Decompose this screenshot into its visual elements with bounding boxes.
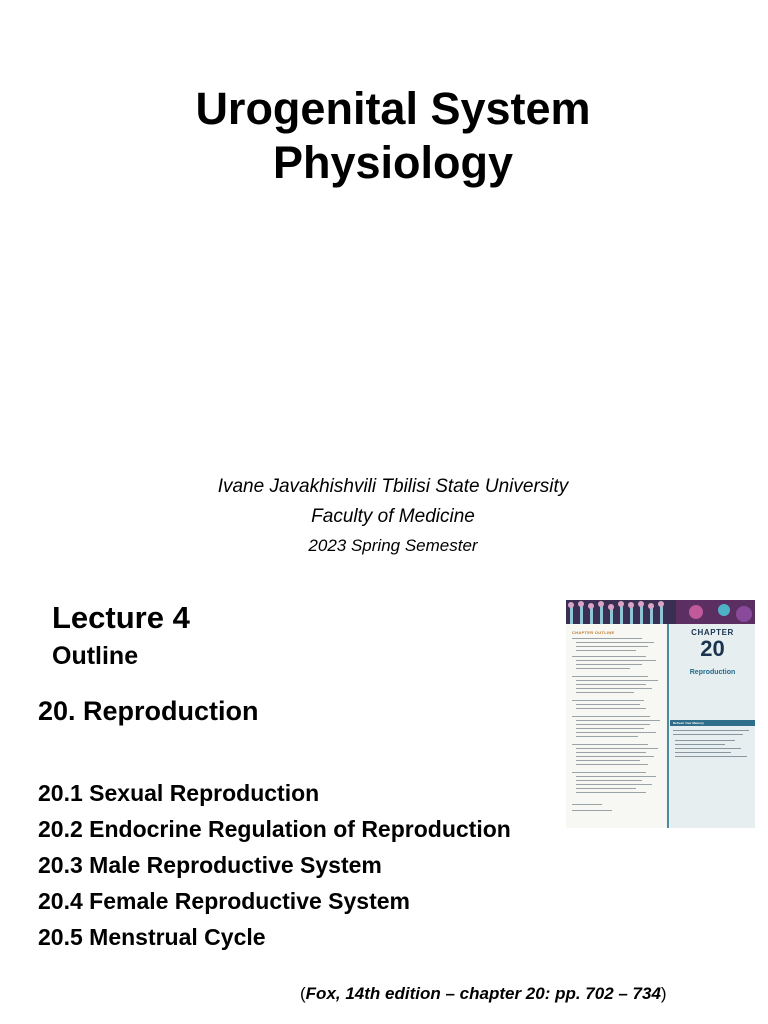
- chapter-title-panel: [670, 624, 755, 828]
- page-divider: [667, 624, 669, 828]
- chapter-outline-panel: [566, 624, 666, 828]
- citation-details: , 14th edition – chapter 20: pp. 702 – 734: [335, 984, 661, 1003]
- outline-text-line: [576, 732, 656, 733]
- memory-text-line: [675, 740, 735, 741]
- outline-text-line: [572, 716, 650, 717]
- memory-text-line: [673, 730, 749, 731]
- section-item: 20.5 Menstrual Cycle: [38, 924, 266, 950]
- outline-text-line: [576, 720, 660, 721]
- outline-text-line: [576, 688, 652, 689]
- memory-text-line: [675, 756, 747, 757]
- outline-text-line: [576, 736, 638, 737]
- outline-text-line: [576, 764, 648, 765]
- outline-text-line: [576, 728, 644, 729]
- outline-text-line: [576, 792, 646, 793]
- micrograph-banner: [566, 600, 755, 624]
- section-item: 20.1 Sexual Reproduction: [38, 780, 320, 806]
- outline-text-line: [572, 810, 612, 811]
- outline-text-line: [572, 656, 646, 657]
- lecture-heading: Lecture 4: [52, 600, 190, 635]
- outline-text-line: [576, 776, 656, 777]
- outline-text-line: [576, 788, 636, 789]
- textbook-citation: [300, 984, 667, 1004]
- section-item: 20.4 Female Reproductive System: [38, 888, 410, 914]
- outline-text-line: [576, 684, 646, 685]
- citation-close-paren: ): [660, 984, 667, 1003]
- section-item: 20.2 Endocrine Regulation of Reproduction: [38, 816, 511, 842]
- outline-text-line: [572, 804, 602, 805]
- semester-label: 2023 Spring Semester: [308, 536, 478, 555]
- faculty-name: Faculty of Medicine: [311, 506, 475, 527]
- memory-text-line: [675, 744, 725, 745]
- outline-text-line: [576, 650, 636, 651]
- chapter-number: 20: [700, 636, 725, 661]
- outline-text-line: [576, 646, 648, 647]
- chapter-title: Reproduction: [689, 669, 736, 676]
- outline-text-line: [576, 692, 634, 693]
- outline-text-line: [576, 756, 654, 757]
- chapter-heading: 20. Reproduction: [38, 696, 259, 726]
- outline-text-line: [576, 668, 630, 669]
- outline-text-line: [576, 680, 658, 681]
- outline-text-line: [576, 752, 646, 753]
- cell-pattern-icon: [566, 600, 755, 624]
- slide-title: [0, 82, 768, 190]
- outline-text-line: [572, 744, 648, 745]
- outline-text-line: [576, 724, 650, 725]
- outline-text-line: [576, 660, 656, 661]
- chapter-word: CHAPTER: [691, 628, 734, 637]
- outline-text-line: [572, 676, 648, 677]
- section-item: 20.3 Male Reproductive System: [38, 852, 382, 878]
- memory-text-line: [673, 734, 743, 735]
- outline-text-line: [576, 760, 640, 761]
- outline-text-line: [576, 664, 642, 665]
- outline-text-line: [576, 704, 640, 705]
- outline-text-line: [576, 708, 646, 709]
- refresh-memory-label: Refresh Your Memory: [673, 721, 704, 725]
- citation-open-paren: (: [300, 984, 306, 1003]
- outline-text-line: [572, 772, 646, 773]
- slide-title-line-2: Physiology: [272, 137, 514, 188]
- outline-text-line: [576, 784, 652, 785]
- outline-text-line: [576, 642, 654, 643]
- memory-text-line: [675, 748, 741, 749]
- outline-text-line: [572, 700, 644, 701]
- chapter-opener-image: [566, 600, 755, 828]
- citation-author: Fox: [305, 984, 336, 1003]
- university-name: Ivane Javakhishvili Tbilisi State University: [217, 476, 569, 497]
- outline-text-line: [576, 780, 642, 781]
- outline-text-line: [576, 748, 658, 749]
- chapter-outline-heading: CHAPTER OUTLINE: [572, 630, 615, 635]
- outline-heading: Outline: [52, 642, 139, 670]
- memory-text-line: [675, 752, 731, 753]
- section-list: [38, 778, 511, 958]
- outline-text-line: [572, 638, 642, 639]
- slide-title-line-1: Urogenital System: [195, 83, 591, 134]
